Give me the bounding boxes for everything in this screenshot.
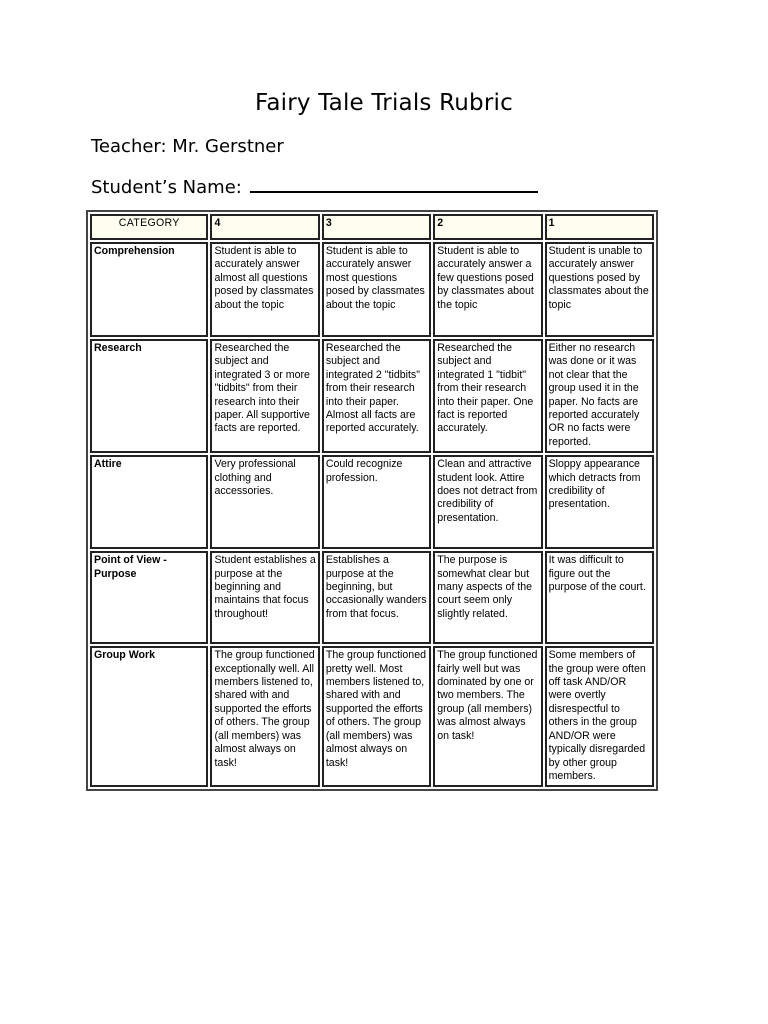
document-title: Fairy Tale Trials Rubric bbox=[255, 90, 513, 116]
rubric-cell: Sloppy appearance which detracts from credibility of presentation. bbox=[545, 455, 654, 549]
rubric-cell: It was difficult to figure out the purpose of the court. bbox=[545, 551, 654, 644]
rubric-table-frame bbox=[86, 210, 658, 791]
header-score-2: 2 bbox=[433, 214, 542, 240]
rubric-row-group-work bbox=[90, 646, 654, 787]
rubric-cell: The group functioned exceptionally well. All members listened to, shared with and supported the efforts of others. The group (all members) was almost always on task! bbox=[210, 646, 319, 787]
header-score-1: 1 bbox=[545, 214, 654, 240]
rubric-cell: Either no research was done or it was not clear that the group used it in the paper. No facts are reported accurately OR no facts were reported. bbox=[545, 339, 654, 453]
header-score-3: 3 bbox=[322, 214, 431, 240]
rubric-cell: Researched the subject and integrated 3 or more "tidbits" from their research into their paper. All supportive facts are reported. bbox=[210, 339, 319, 453]
rubric-table bbox=[88, 212, 656, 789]
rubric-cell: The group functioned fairly well but was dominated by one or two members. The group (all members) was almost always on task! bbox=[433, 646, 542, 787]
category-point-of-view: Point of View - Purpose bbox=[90, 551, 208, 644]
rubric-cell: Establishes a purpose at the beginning, but occasionally wanders from that focus. bbox=[322, 551, 431, 644]
category-comprehension: Comprehension bbox=[90, 242, 208, 337]
rubric-cell: Researched the subject and integrated 2 "tidbits" from their research into their paper. Almost all facts are reported accurately. bbox=[322, 339, 431, 453]
rubric-cell: Student is able to accurately answer a few questions posed by classmates about the topic bbox=[433, 242, 542, 337]
student-name-blank bbox=[250, 173, 538, 193]
student-name-label: Student’s Name: bbox=[91, 177, 242, 198]
rubric-cell: Researched the subject and integrated 1 "tidbit" from their research into their paper. One fact is reported accurately. bbox=[433, 339, 542, 453]
rubric-cell: Student is unable to accurately answer questions posed by classmates about the topic bbox=[545, 242, 654, 337]
teacher-line: Teacher: Mr. Gerstner bbox=[91, 136, 284, 157]
rubric-cell: Could recognize profession. bbox=[322, 455, 431, 549]
category-group-work: Group Work bbox=[90, 646, 208, 787]
rubric-cell: Very professional clothing and accessories. bbox=[210, 455, 319, 549]
header-score-4: 4 bbox=[210, 214, 319, 240]
rubric-row-point-of-view bbox=[90, 551, 654, 644]
student-name-line bbox=[91, 173, 538, 198]
rubric-cell: The group functioned pretty well. Most members listened to, shared with and supported the efforts of others. The group (all members) was almost always on task! bbox=[322, 646, 431, 787]
category-research: Research bbox=[90, 339, 208, 453]
category-attire: Attire bbox=[90, 455, 208, 549]
rubric-header-row bbox=[90, 214, 654, 240]
rubric-cell: Some members of the group were often off task AND/OR were overtly disrespectful to others in the group AND/OR were typically disregarded by other group members. bbox=[545, 646, 654, 787]
rubric-row-research bbox=[90, 339, 654, 453]
rubric-row-attire bbox=[90, 455, 654, 549]
header-category: CATEGORY bbox=[90, 214, 208, 240]
rubric-cell: Student is able to accurately answer almost all questions posed by classmates about the topic bbox=[210, 242, 319, 337]
rubric-cell: Student is able to accurately answer most questions posed by classmates about the topic bbox=[322, 242, 431, 337]
rubric-cell: Student establishes a purpose at the beginning and maintains that focus throughout! bbox=[210, 551, 319, 644]
rubric-row-comprehension bbox=[90, 242, 654, 337]
rubric-cell: The purpose is somewhat clear but many aspects of the court seem only slightly related. bbox=[433, 551, 542, 644]
rubric-cell: Clean and attractive student look. Attire does not detract from credibility of presentation. bbox=[433, 455, 542, 549]
